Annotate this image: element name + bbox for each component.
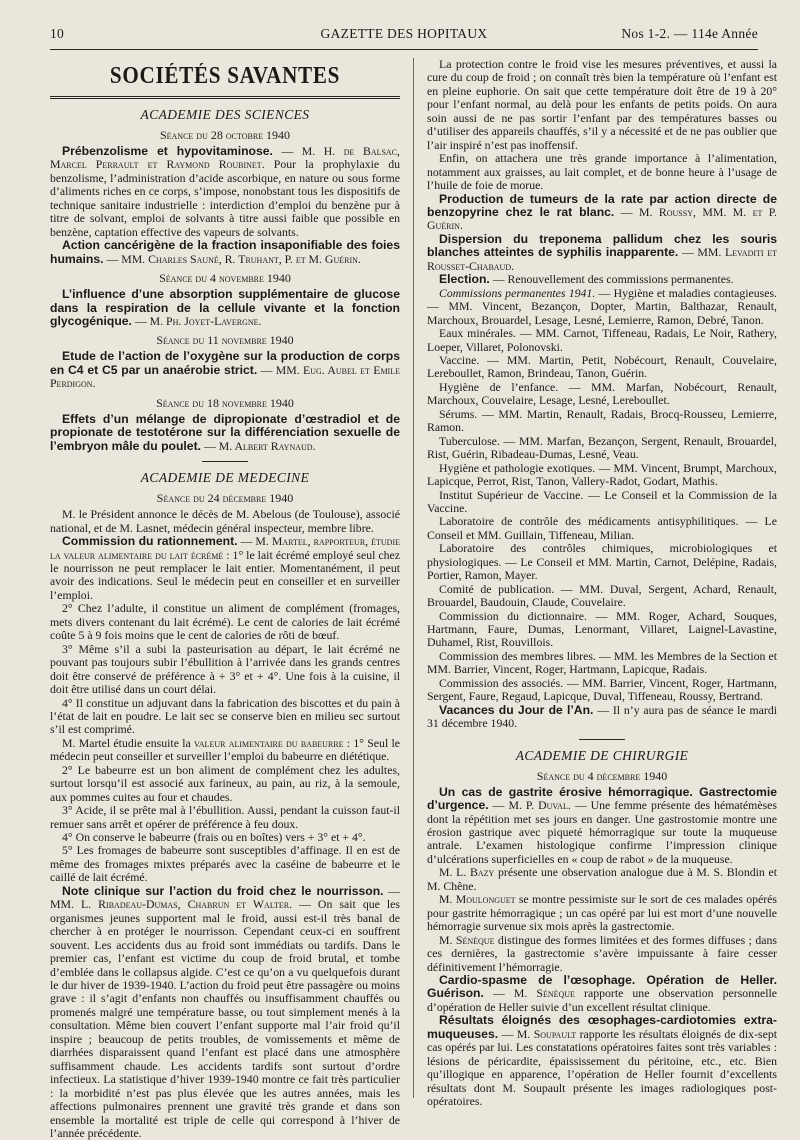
paragraph-body: distingue des formes limitées et des formes diffuses ; dans ces dernières, la gastrectomie s’avère impuissante à faire cesser définitivement l’hémorragie. [427,932,778,974]
article-authors: — M. P. Duval. [492,798,571,813]
commission-item: Tuberculose. — MM. Marfan, Bezançon, Sergent, Renault, Brouardel, Rist, Guérin, Ribadeau-Dumas, Lesné, Veau. [427,433,777,462]
paragraph-lead: M. L. [439,865,467,880]
article-title: Election. [439,272,490,287]
commission-item: Hygiène de l’enfance. — MM. Marfan, Nobécourt, Renault, Marchoux, Couvelaire, Lesage, Lesné, Lereboullet. [427,379,777,408]
speaker-name: Sénèque [455,932,495,947]
paragraph: 4° Il constitue un adjuvant dans la fabrication des biscottes et du pain à l’état de lait en poudre. Le lait sec se conserve bien en milieu sec surtout s’il est comprimé. [50,695,400,737]
paragraph-bazy [427,866,777,893]
commission-item: Sérums. — MM. Martin, Renault, Radais, Brocq-Rousseu, Lemierre, Ramon. [427,406,777,435]
academy-chirurgie-heading: ACADEMIE DE CHIRURGIE [515,747,689,763]
article-body: rapporte une observation personnelle d’opération de Heller suivie d’un excellent résultat clinique. [427,986,778,1014]
paragraph-lead: M. [439,932,453,947]
paragraph: La protection contre le froid vise les mesures préventives, et aussi la cure du coup de froid ; on connaît très bien la température où l’enfant est en pleine euphorie. On sait que cette température doit être de 19 à 20° pour l’enfant normal, au delà pour les enfants de petits poids. On aura soin aussi de ne pas sortir l’enfant par des températures basses ou d’utiliser des appareils chauffés, s’il y a nécessité et de ne pas oublier que l’air inspiré n’est pas inoffensif. [427,57,777,152]
article-authors: — M. Ph. Joyet-Lavergne. [134,313,262,328]
page-number: 10 [50,26,65,41]
paragraph: 2° Le babeurre est un bon aliment de complément chez les adultes, surtout lorsqu’il est associé aux farineux, au pain, au riz, à la semoule, aux pommes cuites au four et chaudes. [50,762,400,804]
paragraph-body: présente une observation analogue due à M. S. Blondin et M. Chêne. [427,865,777,893]
paragraph: 2° Chez l’adulte, il constitue un aliment de complément (fromages, mets divers contenant du lait écrémé). Le cent de calories de lait écrémé coûte 5 à 9 fois moins que le cent de calories de rôti de bœuf. [50,601,400,643]
section-title: SOCIÉTÉS SAVANTES [109,63,341,89]
article-title: Production de tumeurs de la rate par action directe de benzopyrine chez le rat blanc. [427,191,777,219]
article-authors: — M. Roussy, MM. M. et P. Guérin. [427,204,777,233]
commission-item: Laboratoire des contrôles chimiques, microbiologiques et physiologiques. — Le Conseil et MM. Martin, Carnot, Delépine, Radais, Portier, Ramon, Mayer. [427,541,777,583]
left-column [50,58,400,1140]
academy-sciences-heading: ACADEMIE DES SCIENCES [140,107,310,122]
article-authors: — MM. Levaditi et Rousset-Chabaud. [427,245,777,273]
commission-list [427,287,777,327]
article-title: Prébenzolisme et hypovitaminose. [62,144,273,158]
paragraph-topic: valeur alimentaire du babeurre [194,735,344,750]
seance-heading: Séance du 11 novembre 1940 [156,333,294,348]
seance-heading: Séance du 28 octobre 1940 [159,128,291,142]
separator-rule [579,739,625,740]
article-benzopyrine [427,193,777,233]
paragraph: 3° Même s’il a subi la pasteurisation au départ, le lait écrémé ne pouvant pas toujours subir l’ébullition à l’arrivée dans les grands centres doit être conservé de préférence à + 3° et + 4°. Une fois à la cuisine, il doit être utilisé dans un court délai. [50,641,400,697]
article-oestradiol [50,413,400,453]
paragraph-moulonguet [427,893,777,933]
article-glucose [50,288,400,328]
article-body: — Il n’y aura pas de séance le mardi 31 décembre 1940. [427,702,778,731]
speaker-name: Moulonguet [455,892,516,907]
seance-heading: Séance du 18 novembre 1940 [156,395,294,410]
article-title: Etude de l’action de l’oxygène sur la production de corps en C4 et C5 par un anaérobie strict. [50,349,400,377]
article-authors: — M. H. de Balsac, Marcel Perrault et Raymond Roubinet. [50,144,400,172]
article-title: Effets d’un mélange de dipropionate d’œstradiol et de propionate de testotérone sur la différenciation sexuelle de l’embryon mâle du poulet. [50,411,400,453]
paragraph-seneque [427,934,777,974]
article-title: Commission du rationnement. [62,534,238,549]
article-froid [50,885,400,1140]
commission-lead: Commissions permanentes 1941. [439,285,596,300]
article-authors: — MM. Eug. Aubel et Emile Perdigon. [50,362,400,391]
article-authors: — M. Albert Raynaud. [203,438,316,453]
article-title: Dispersion du treponema pallidum chez les souris blanches atteintes de syphilis inapparente. [427,231,777,260]
seance-heading: Séance du 24 décembre 1940 [156,491,294,506]
article-resultats [427,1014,777,1108]
header-rule [50,49,758,50]
running-head [50,26,758,48]
seance-heading: Séance du 4 novembre 1940 [159,271,291,286]
paragraph-body: : 1° Seul le médecin peut conseiller et surveiller l’emploi du babeurre en diététique. [50,735,401,764]
right-column [427,58,777,1109]
journal-title: GAZETTE DES HOPITAUX [320,26,488,41]
article-election [427,273,777,286]
article-authors: — M. Sénèque [492,986,575,1001]
article-authors: — MM. L. Ribadeau-Dumas, Chabrun et Walter. [50,883,401,912]
column-divider [413,58,414,1098]
commission-item: Eaux minérales. — MM. Carnot, Tiffeneau, Radais, Le Noir, Rathery, Loeper, Villaret, Polonovski. [427,326,777,354]
article-body: rapporte les résultats éloignés de dix-sept cas opérés par lui. Les constatations opératoires faites sont très variables : lésions de péricardite, épaississement du péritoine, etc., etc. Bien qu’illogique en apparence, l’opération de Heller fournit d’excellents résultats dont M. Soupault présente les images radiologiques post-opératoires. [427,1026,778,1109]
commission-item: Laboratoire de contrôle des médicaments antisyphilitiques. — Le Conseil et MM. Guillain, Tiffeneau, Milian. [427,514,777,542]
commission-item: Hygiène et pathologie exotiques. — MM. Vincent, Brumpt, Marchoux, Lapicque, Perrot, Rist, Tanon, Vallery-Radot, Godart, Mathis. [427,460,777,489]
president-announcement: M. le Président annonce le décès de M. Abelous (de Toulouse), associé national, et de M. Lasnet, médecin général inspecteur, membre libre. [50,507,400,535]
article-cardiospasme [427,974,777,1014]
issue-info: Nos 1-2. — 114e Année [621,26,758,41]
paragraph-babeurre [50,737,400,764]
article-oxygene [50,350,400,390]
article-gastrite [427,786,777,867]
paragraph: 3° Acide, il se prête mal à l’ébullition. Aussi, pendant la cuisson faut-il remuer sans arrêt et opérer de préférence à feu doux. [50,803,400,831]
paragraph-lead: M. [439,892,453,907]
paragraph: 4° On conserve le babeurre (frais ou en boîtes) vers + 3° et + 4°. [62,830,366,845]
commission-item: Commission du dictionnaire. — MM. Roger, Achard, Souques, Hartmann, Faure, Dumas, Lenormant, Villaret, Laignel-Lavastine, Duhamel, Rist, Rouvillois. [427,608,777,650]
commission-body: — Hygiène et maladies contagieuses. — MM. Vincent, Bezançon, Dopter, Martin, Balthazar, Renault, Marchoux, Brouardel, Lesage, Lesné, Lemierre, Ramon, Debré, Tanon. [427,285,778,327]
article-prebenzolisme [50,145,400,239]
article-body: — Une femme présente des hématémèses dont la répétition met ses jours en danger. Une gastrostomie montre une érosion gastrique avec piqueté hémorragique sur toute la muqueuse antrale. L’examen histologique confirme l’impression clinique d’ulcérations superficielles en « coup de rabot » de la muqueuse. [427,798,777,866]
paragraph: Enfin, on attachera une très grande importance à l’alimentation, notamment aux graisses, au lait complet, et de bonne heure à l’usage de l’huile de foie de morue. [427,151,777,193]
article-title: Action cancérigène de la fraction insaponifiable des foies humains. [50,238,400,266]
paragraph-lead: M. Martel étudie ensuite la [62,735,191,750]
separator-rule [202,461,248,462]
article-authors: — MM. Charles Sauné, R. Truhant, P. et M. Guérin. [106,251,361,266]
article-body: — On sait que les organismes jeunes supportent mal le froid, aussi est-il très banal de chercher à en protéger le nourrisson. Cependant ceux-ci en souffrent souvent. Les accidents dus au froid sont immédiats ou tardifs. Dans le premier cas, l’enfant est victime du coup de froid brutal, et tombe d’emblée dans le collapsus algide. C’est ce qu’on a vu quelquefois durant le dur hiver de 1939-1940. L’action du froid peut être passagère ou moins grave : il s’agit d’enfants non chauffés ou insuffisamment chauffés ou promenés malgré une température basse, ou tout simplement menés à la consultation. Même bien couvert l’enfant supporte mal l’air froid qu’il inspire ; beaucoup de petits troubles, de vomissements et même de diarrhées disparaissent quand l’enfant est placé dans une atmosphère suffisamment chaude. Les accidents tardifs sont surtout d’ordre infectieux. La statistique d’hiver 1939-1940 montre ce fait très particulier : la morbidité n’est pas plus élevée que les autres années, mais les affections pulmonaires prennent une gravité très grande et dans son ensemble la mortalité est triple de celle qui correspond à l’hiver de l’année précédente. [50,897,400,1140]
commission-item: Commission des associés. — MM. Barrier, Vincent, Roger, Hartmann, Sergent, Faure, Regaud, Lapicque, Duval, Tiffeneau, Roussy, Bertrand. [427,675,777,704]
commission-item: Vaccine. — MM. Martin, Petit, Nobécourt, Renault, Couvelaire, Lereboullet, Ramon, Brindeau, Tanon, Guérin. [427,352,777,381]
title-rule [50,96,400,99]
article-title: Note clinique sur l’action du froid chez le nourrisson. [62,883,384,898]
paragraph: 5° Les fromages de babeurre sont susceptibles d’affinage. Il en est de même des fromages mixtes préparés avec la caséine de babeurre et le caillé de lait écrémé. [50,843,400,885]
article-title: Vacances du Jour de l’An. [439,702,594,717]
article-authors: — M. Martel, rapporteur, étudie la valeur alimentaire du lait écrémé [50,534,401,562]
article-body: — Renouvellement des commissions permanentes. [492,272,734,287]
academy-medecine-heading: ACADEMIE DE MEDECINE [140,470,310,486]
commission-item: Institut Supérieur de Vaccine. — Le Conseil et la Commission de la Vaccine. [427,487,777,515]
commission-item: Commission des membres libres. — MM. les Membres de la Section et MM. Barrier, Vincent, Roger, Hartmann, Lapicque, Radais. [427,648,777,677]
article-body: Pour la prophylaxie du benzolisme, l’administration d’acide ascorbique, en nature ou sous forme d’aliments riches en ce corps, s’impose, nonobstant tous les dispositifs de technique sanitaire industrielle : interdiction d’emploi du benzène pur à titre de solvant, emploi de solvants à titre aussi faible que possible en benzène, captation effective des vapeurs de solvants. [50,157,401,239]
article-rationnement [50,535,400,602]
article-title: Un cas de gastrite érosive hémorragique. Gastrectomie d’urgence. [427,784,777,813]
speaker-name: Bazy [470,865,495,880]
article-body: : 1° le lait écrémé employé seul chez le nourrisson ne peut remplacer le lait entier. Momentanément, il peut avoir des indications. Seul le médecin peut en conseiller et en surveiller l’emploi. [50,547,400,602]
article-cancerigene [50,239,400,266]
article-authors: — M. Soupault [501,1026,577,1041]
commission-item: Comité de publication. — MM. Duval, Sergent, Achard, Renault, Brouardel, Baudouin, Claude, Couvelaire. [427,581,777,610]
article-treponema [427,233,777,273]
article-vacances [427,704,777,731]
paragraph-body: se montre pessimiste sur le sort de ces malades opérés pour gastrite hémorragique ; un cas opéré par lui est mort d’une nouvelle hémorragie survenue six mois après la gastrectomie. [427,892,777,934]
article-title: Résultats éloignés des œsophages-cardiotomies extra-muqueuses. [427,1013,777,1041]
article-title: L’influence d’une absorption supplémentaire de glucose dans la respiration de la cellule vivante et la fonction glycogénique. [50,287,400,328]
article-title: Cardio-spasme de l’œsophage. Opération de Heller. Guérison. [427,973,777,1001]
seance-heading: Séance du 4 décembre 1940 [536,768,668,783]
